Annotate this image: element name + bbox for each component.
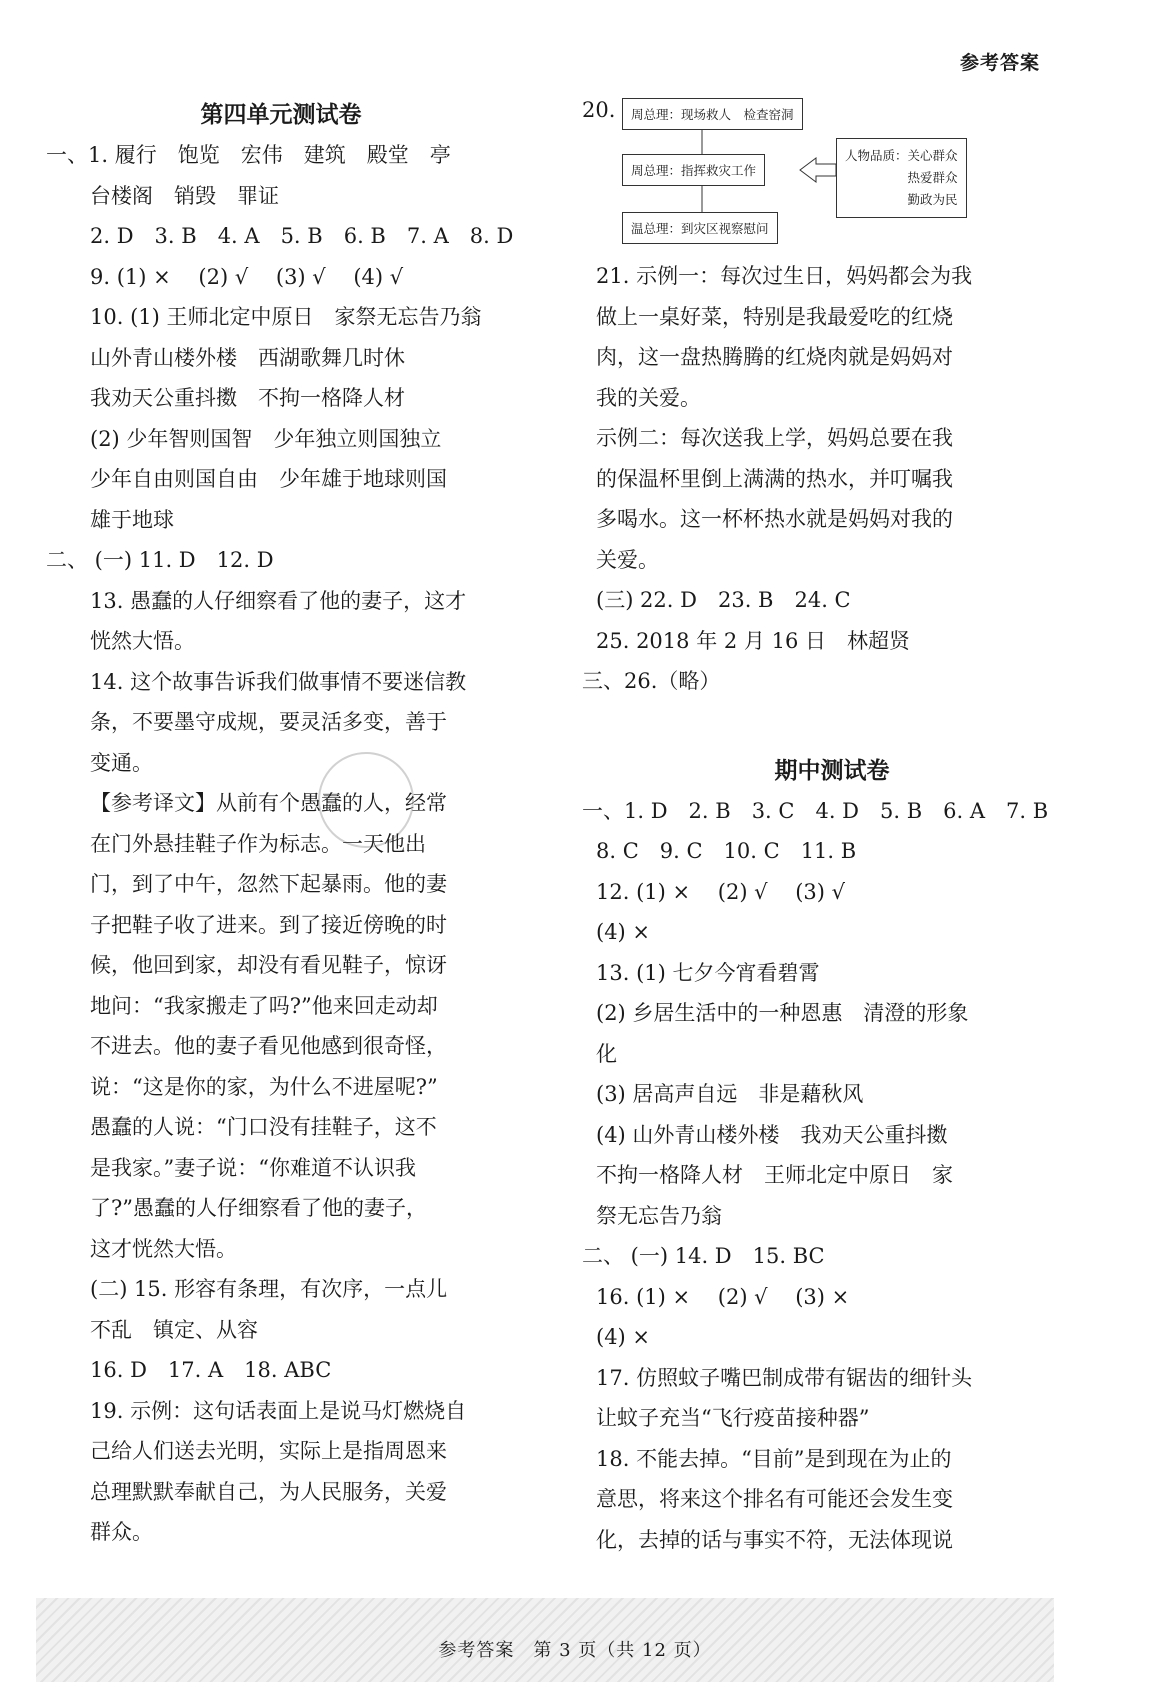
- text-line: 恍然大悟。: [90, 629, 195, 653]
- text-line: 二、 (一) 11. D 12. D: [46, 548, 274, 572]
- text-line: 不拘一格降人材 王师北定中原日 家: [596, 1163, 953, 1187]
- section-title-unit4: 第四单元测试卷: [200, 102, 362, 128]
- text-line: (三) 22. D 23. B 24. C: [596, 588, 851, 612]
- text-line: 16. (1) × (2) √ (3) ×: [596, 1284, 850, 1309]
- text-line: 候，他回到家，却没有看见鞋子，惊讶: [90, 953, 447, 977]
- q20-diagram: [582, 96, 1002, 256]
- text-line: 12. (1) × (2) √ (3) √: [596, 879, 846, 904]
- text-line: 25. 2018 年 2 月 16 日 林超贤: [596, 628, 910, 653]
- quality-line-2: 热爱群众: [907, 170, 958, 185]
- text-line: (4) 山外青山楼外楼 我劝天公重抖擞: [596, 1122, 948, 1147]
- text-line: 这才恍然大悟。: [90, 1236, 237, 1261]
- text-line: 了?”愚蠢的人仔细察看了他的妻子，: [90, 1196, 427, 1220]
- right-lines-b: [582, 791, 1082, 1561]
- header-label: 参考答案: [959, 52, 1040, 74]
- text-line: 16. D 17. A 18. ABC: [90, 1358, 332, 1382]
- text-line: 变通。: [90, 750, 153, 775]
- text-line: 三、26.（略）: [582, 669, 721, 693]
- q20-number: 20.: [582, 98, 616, 122]
- text-line: 是我家。”妻子说：“你难道不认识我: [90, 1155, 416, 1180]
- text-line: 门，到了中午，忽然下起暴雨。他的妻: [90, 872, 447, 896]
- text-line: 17. 仿照蚊子嘴巴制成带有锯齿的细针头: [596, 1365, 973, 1390]
- left-lines: [46, 135, 516, 1553]
- text-line: 19. 示例：这句话表面上是说马灯燃烧自: [90, 1398, 467, 1423]
- text-line: 少年自由则国自由 少年雄于地球则国: [90, 467, 447, 491]
- text-line: 台楼阁 销毁 罪证: [90, 183, 279, 208]
- text-line: (4) ×: [596, 920, 651, 944]
- text-line: 13. (1) 七夕今宵看碧霄: [596, 960, 820, 985]
- text-line: 做上一桌好菜，特别是我最爱吃的红烧: [596, 304, 953, 329]
- text-line: 10. (1) 王师北定中原日 家祭无忘告乃翁: [90, 305, 482, 329]
- text-line: 子把鞋子收了进来。到了接近傍晚的时: [90, 912, 447, 937]
- text-line: 意思，将来这个排名有可能还会发生变: [596, 1487, 953, 1511]
- text-line: 【参考译文】从前有个愚蠢的人，经常: [90, 791, 447, 815]
- text-line: 化: [596, 1041, 617, 1066]
- text-line: 18. 不能去掉。“目前”是到现在为止的: [596, 1446, 952, 1471]
- text-line: 在门外悬挂鞋子作为标志。一天他出: [90, 831, 426, 856]
- footer-text: 参考答案 第 3 页（共 12 页）: [438, 1640, 712, 1661]
- text-line: 14. 这个故事告诉我们做事情不要迷信教: [90, 669, 467, 694]
- text-line: 我的关爱。: [596, 385, 701, 410]
- text-line: 一、1. D 2. B 3. C 4. D 5. B 6. A 7. B: [582, 798, 1049, 823]
- text-line: 化，去掉的话与事实不符，无法体现说: [596, 1527, 953, 1552]
- text-line: 2. D 3. B 4. A 5. B 6. B 7. A 8. D: [90, 224, 514, 248]
- text-line: 8. C 9. C 10. C 11. B: [596, 839, 857, 863]
- text-line: (2) 少年智则国智 少年独立则国独立: [90, 426, 442, 451]
- text-line: 我劝天公重抖擞 不拘一格降人材: [90, 386, 405, 410]
- text-line: 关爱。: [596, 547, 659, 572]
- text-line: 愚蠢的人说：“门口没有挂鞋子，这不: [90, 1115, 437, 1139]
- text-line: 群众。: [90, 1520, 153, 1544]
- text-line: 条，不要墨守成规，要灵活多变，善于: [90, 710, 447, 734]
- right-lines-a: [582, 256, 1082, 702]
- diagram-box-1: 周总理：现场救人 检查窑洞: [622, 98, 803, 130]
- text-line: 不乱 镇定、从容: [90, 1317, 258, 1342]
- section-title-midterm: 期中测试卷: [774, 757, 890, 784]
- text-line: 祭无忘告乃翁: [596, 1203, 722, 1228]
- text-line: 13. 愚蠢的人仔细察看了他的妻子，这才: [90, 588, 467, 613]
- text-line: 一、1. 履行 饱览 宏伟 建筑 殿堂 亭: [46, 143, 451, 167]
- text-line: 雄于地球: [90, 507, 174, 532]
- text-line: 总理默默奉献自己，为人民服务，关爱: [90, 1479, 447, 1504]
- diagram-box-3: 温总理：到灾区视察慰问: [622, 212, 778, 244]
- text-line: 二、 (一) 14. D 15. BC: [582, 1244, 825, 1268]
- text-line: (二) 15. 形容有条理，有次序，一点儿: [90, 1277, 448, 1301]
- right-column: [582, 96, 1082, 1560]
- left-column: [46, 96, 516, 1553]
- text-line: 不进去。他的妻子看见他感到很奇怪，: [90, 1034, 447, 1058]
- text-line: 让蚊子充当“飞行疫苗接种器”: [596, 1406, 870, 1430]
- text-line: 说：“这是你的家，为什么不进屋呢?”: [90, 1074, 438, 1099]
- text-line: 肉，这一盘热腾腾的红烧肉就是妈妈对: [596, 345, 953, 369]
- text-line: 9. (1) × (2) √ (3) √ (4) √: [90, 264, 404, 289]
- text-line: (2) 乡居生活中的一种恩惠 清澄的形象: [596, 1001, 969, 1025]
- text-line: 多喝水。这一杯杯热水就是妈妈对我的: [596, 507, 953, 531]
- text-line: 21. 示例一：每次过生日，妈妈都会为我: [596, 264, 973, 288]
- text-line: 己给人们送去光明，实际上是指周恩来: [90, 1439, 447, 1463]
- quality-line-1: 人物品质：关心群众: [845, 148, 958, 163]
- text-line: 山外青山楼外楼 西湖歌舞几时休: [90, 345, 405, 370]
- diagram-box-2: 周总理：指挥救灾工作: [622, 154, 765, 186]
- text-line: 示例二：每次送我上学，妈妈总要在我: [596, 426, 953, 450]
- quality-box: [836, 138, 967, 218]
- text-line: 地问：“我家搬走了吗?”他来回走动却: [90, 993, 438, 1018]
- text-line: (4) ×: [596, 1325, 651, 1349]
- text-line: (3) 居高声自远 非是藉秋风: [596, 1082, 864, 1106]
- text-line: 的保温杯里倒上满满的热水，并叮嘱我: [596, 466, 953, 491]
- quality-line-3: 勤政为民: [907, 192, 958, 207]
- arrow-left-icon: [800, 158, 836, 182]
